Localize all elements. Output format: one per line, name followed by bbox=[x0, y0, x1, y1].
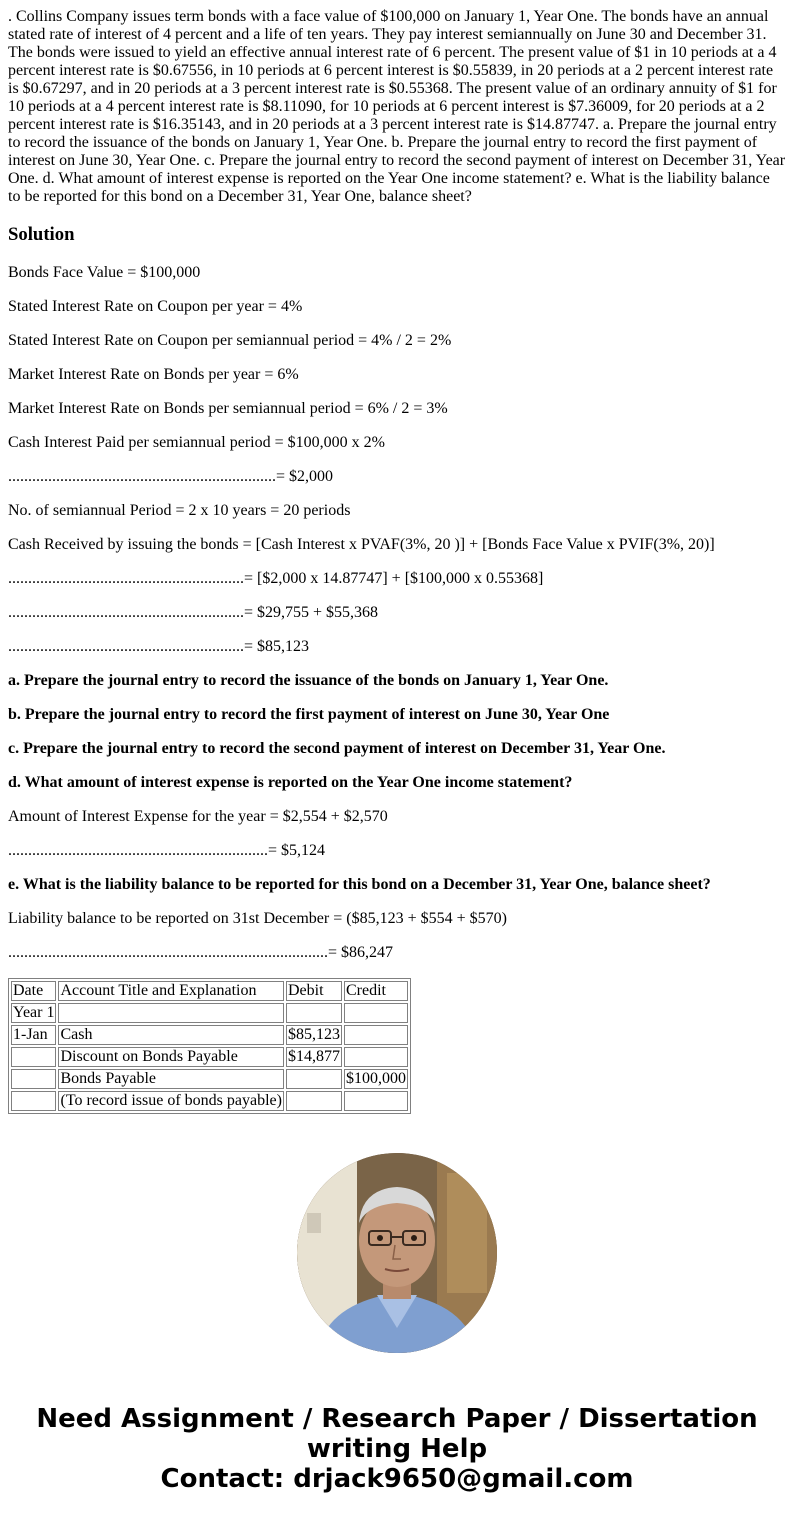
question-part-a: a. Prepare the journal entry to record the issuance of the bonds on January 1, Year One. bbox=[8, 672, 609, 689]
solution-line: Market Interest Rate on Bonds per semiannual period = 6% / 2 = 3% bbox=[8, 400, 448, 417]
table-row bbox=[11, 1091, 408, 1111]
table-cell bbox=[286, 1091, 342, 1111]
solution-line: ...........................................................= $85,123 bbox=[8, 638, 310, 655]
table-cell bbox=[286, 1069, 342, 1089]
question-part-e: e. What is the liability balance to be reported for this bond on a December 31, Year One, balance sheet? bbox=[8, 876, 711, 893]
table-cell: (To record issue of bonds payable) bbox=[60, 1092, 282, 1109]
solution-line: No. of semiannual Period = 2 x 10 years = 20 periods bbox=[8, 502, 351, 519]
table-cell: Bonds Payable bbox=[58, 1069, 283, 1089]
solution-heading: Solution bbox=[8, 224, 75, 245]
solution-line: ...........................................................= $29,755 + $55,368 bbox=[8, 604, 379, 621]
solution-line: Stated Interest Rate on Coupon per semiannual period = 4% / 2 = 2% bbox=[8, 332, 452, 349]
banner-line: Need Assignment / Research Paper / Dissertation bbox=[36, 1404, 758, 1434]
table-cell: $100,000 bbox=[345, 1070, 406, 1087]
question-part-d: d. What amount of interest expense is reported on the Year One income statement? bbox=[8, 774, 573, 791]
journal-entry-table bbox=[8, 978, 411, 1114]
table-row bbox=[11, 1003, 408, 1023]
solution-line: Cash Interest Paid per semiannual period = $100,000 x 2% bbox=[8, 434, 385, 451]
question-part-c: c. Prepare the journal entry to record the second payment of interest on December 31, Year One. bbox=[8, 740, 666, 757]
table-row bbox=[11, 1069, 408, 1089]
table-cell bbox=[11, 1069, 56, 1089]
table-header-cell: Account Title and Explanation bbox=[58, 981, 283, 1001]
solution-line: ...........................................................= [$2,000 x 14.87747] + [$100,000 x 0.55368] bbox=[8, 570, 544, 587]
solution-line: .................................................................= $5,124 bbox=[8, 842, 326, 859]
solution-line: ................................................................................= $86,247 bbox=[8, 944, 394, 961]
table-cell: $85,123 bbox=[287, 1026, 340, 1043]
table-cell bbox=[11, 1091, 56, 1111]
table-cell bbox=[344, 1047, 408, 1067]
contact-banner bbox=[0, 1404, 794, 1494]
solution-line: Amount of Interest Expense for the year = $2,554 + $2,570 bbox=[8, 808, 388, 825]
solution-line: Stated Interest Rate on Coupon per year = 4% bbox=[8, 298, 303, 315]
author-avatar bbox=[297, 1153, 497, 1353]
table-cell: Year 1 bbox=[13, 1004, 55, 1021]
avatar-portrait-icon bbox=[297, 1153, 497, 1353]
solution-line: Liability balance to be reported on 31st December = ($85,123 + $554 + $570) bbox=[8, 910, 507, 927]
solution-line: Bonds Face Value = $100,000 bbox=[8, 264, 201, 281]
table-cell bbox=[344, 1091, 408, 1111]
solution-line: Market Interest Rate on Bonds per year = 6% bbox=[8, 366, 299, 383]
table-cell bbox=[344, 1003, 408, 1023]
table-cell: Cash bbox=[58, 1025, 283, 1045]
table-cell: $14,877 bbox=[287, 1048, 340, 1065]
table-cell bbox=[344, 1025, 408, 1045]
banner-line: writing Help bbox=[306, 1434, 488, 1464]
solution-line: Cash Received by issuing the bonds = [Cash Interest x PVAF(3%, 20 )] + [Bonds Face Value x PVIF(3%, 20)] bbox=[8, 536, 715, 553]
table-header-row bbox=[11, 981, 408, 1001]
question-text: . Collins Company issues term bonds with a face value of $100,000 on January 1, Year One. The bonds have an annual stated rate of interest of 4 percent and a life of ten years. They pay interest semiannually on June 30 and December 31. The bonds were issued to yield an effective annual interest rate of 6 percent. The present value of $1 in 10 periods at a 4 percent interest rate is $0.67556, in 10 periods at 6 percent interest is $0.55839, in 20 periods at a 2 percent interest rate is $0.67297, and in 20 periods at a 3 percent interest rate is $0.55368. The present value of an ordinary annuity of $1 for 10 periods at a 4 percent interest rate is $8.11090, for 10 periods at 6 percent interest is $7.36009, for 20 periods at a 2 percent interest rate is $16.35143, and in 20 periods at a 3 percent interest rate is $14.87747. a. Prepare the journal entry to record the issuance of the bonds on January 1, Year One. b. Prepare the journal entry to record the first payment of interest on June 30, Year One. c. Prepare the journal entry to record the second payment of interest on December 31, Year One. d. What amount of interest expense is reported on the Year One income statement? e. What is the liability balance to be reported for this bond on a December 31, Year One, balance sheet? bbox=[8, 8, 786, 205]
contact-email[interactable]: Contact: drjack9650@gmail.com bbox=[160, 1464, 634, 1494]
table-cell bbox=[286, 1003, 342, 1023]
table-header-cell: Date bbox=[11, 981, 56, 1001]
solution-line: ...................................................................= $2,000 bbox=[8, 468, 334, 485]
table-header-cell: Credit bbox=[344, 981, 408, 1001]
solution-lines bbox=[8, 264, 786, 962]
table-row bbox=[11, 1025, 408, 1045]
table-cell bbox=[58, 1003, 283, 1023]
question-part-b: b. Prepare the journal entry to record the first payment of interest on June 30, Year One bbox=[8, 706, 610, 723]
table-cell bbox=[11, 1047, 56, 1067]
table-row bbox=[11, 1047, 408, 1067]
table-header-cell: Debit bbox=[286, 981, 342, 1001]
table-cell: 1-Jan bbox=[11, 1025, 56, 1045]
table-cell: Discount on Bonds Payable bbox=[58, 1047, 283, 1067]
